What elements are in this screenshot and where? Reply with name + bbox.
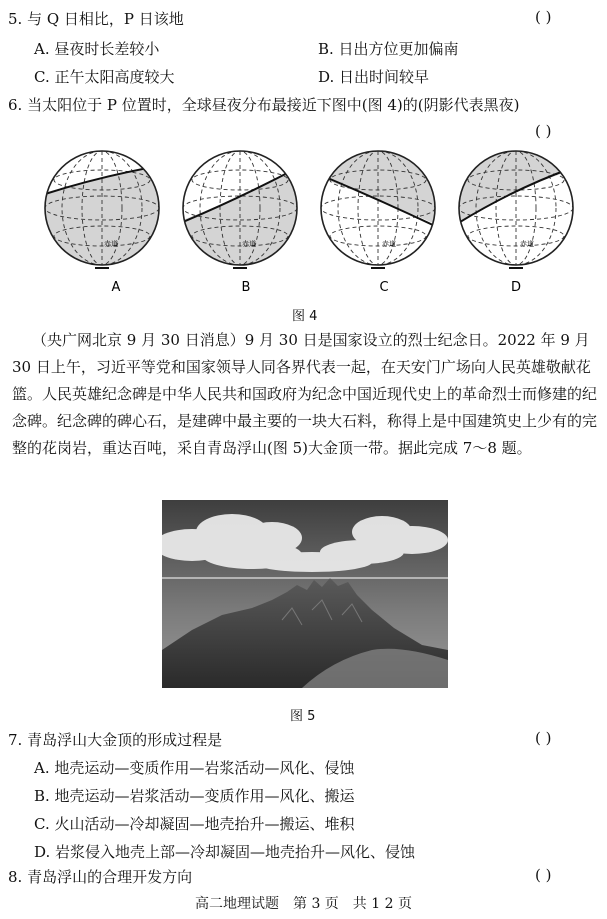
globe-label-c: C: [379, 280, 389, 295]
q8-stem: 8. 青岛浮山的合理开发方向: [8, 868, 193, 886]
q8-answer-paren: ( ): [535, 866, 552, 884]
q6-stem: 6. 当太阳位于 P 位置时，全球昼夜分布最接近下图中(图 4)的(阴影代表黑夜): [8, 96, 520, 114]
q5-option-b: B. 日出方位更加偏南: [318, 40, 459, 58]
globe-a-equator-label: 赤道: [104, 240, 118, 248]
figure-5-caption: 图 5: [290, 709, 316, 724]
globe-b: [178, 151, 302, 273]
q5-option-d: D. 日出时间较早: [318, 68, 430, 86]
page-footer: 高二地理试题 第 3 页 共 1 2 页: [195, 896, 412, 912]
q5-option-a: A. 昼夜时长差较小: [34, 40, 160, 58]
globe-d: [454, 148, 578, 268]
globe-c-equator-label: 赤道: [382, 240, 396, 248]
globe-c: [316, 148, 440, 268]
globe-a: [40, 151, 165, 273]
passage-text: （央广网北京 9 月 30 日消息）9 月 30 日是国家设立的烈士纪念日。2022 年 9 月 30 日上午，习近平等党和国家领导人同各界代表一起，在天安门广场向人民英雄敬献花篮。人民英雄纪念碑是中华人民共和国政府为纪念中国近现代史上的革命烈士而修建的纪念碑。纪念碑的碑心石，是建碑中最主要的一块大石料，称得上是中国建筑史上少有的完整的花岗岩，重达百吨，采自青岛浮山(图 5)大金顶一带。据此完成 7～8 题。: [12, 331, 598, 457]
globe-label-b: B: [241, 280, 251, 295]
globe-label-a: A: [111, 280, 121, 295]
globe-label-d: D: [510, 280, 522, 295]
figure-5-mountain-photo: [162, 500, 448, 688]
q7-option-d: D. 岩浆侵入地壳上部—冷却凝固—地壳抬升—风化、侵蚀: [34, 843, 416, 861]
globe-b-equator-label: 赤道: [242, 240, 256, 248]
q7-answer-paren: ( ): [535, 729, 552, 747]
figure-4-globes: [40, 148, 580, 298]
q5-answer-paren: ( ): [535, 8, 552, 26]
q7-option-c: C. 火山活动—冷却凝固—地壳抬升—搬运、堆积: [34, 815, 355, 833]
q5-option-c: C. 正午太阳高度较大: [34, 68, 175, 86]
q7-option-b: B. 地壳运动—岩浆活动—变质作用—风化、搬运: [34, 787, 355, 805]
q5-stem: 5. 与 Q 日相比，P 日该地: [8, 10, 184, 28]
q6-answer-paren: ( ): [535, 122, 552, 140]
globe-d-equator-label: 赤道: [520, 240, 534, 248]
q7-stem: 7. 青岛浮山大金顶的形成过程是: [8, 731, 223, 749]
figure-4-caption: 图 4: [292, 309, 318, 324]
q7-option-a: A. 地壳运动—变质作用—岩浆活动—风化、侵蚀: [34, 759, 355, 777]
